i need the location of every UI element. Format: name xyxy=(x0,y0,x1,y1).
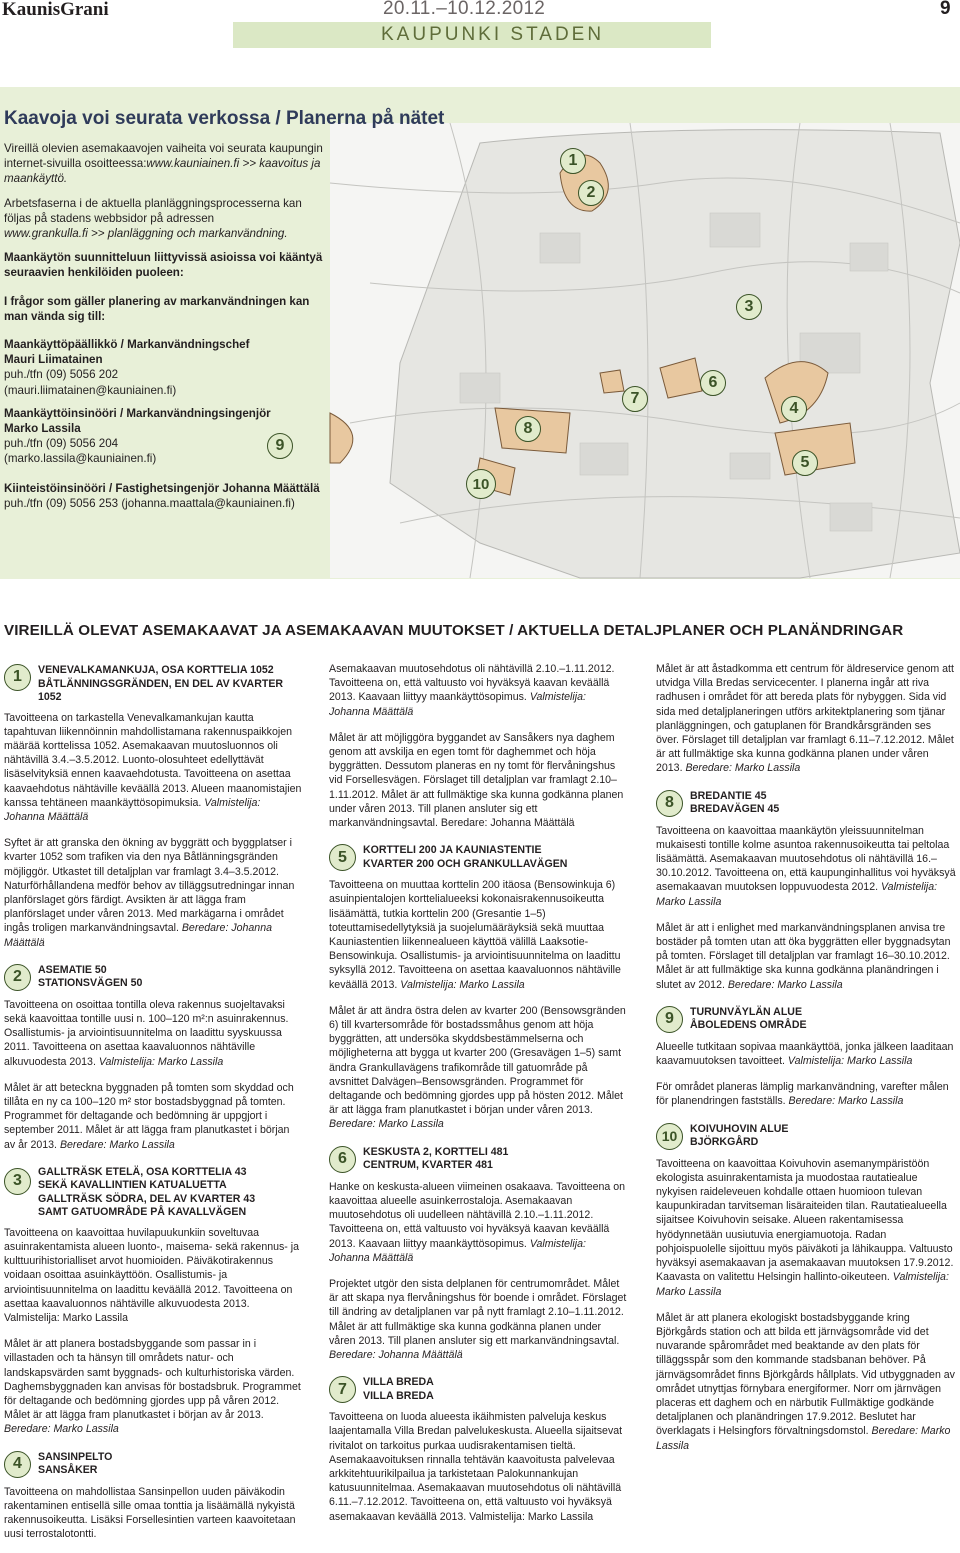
text: Tavoitteena on muuttaa korttelin 200 itäosa (Bensowinkuja 6) asuinpientalojen korttelialueeksi kokonaisrakennusoikeutta lisäämättä, tutkia korttelin 200 (Gresantie 1–5) toteuttamisedellytyksiä ja suojelumääräyksiä sekä muuttaa Kauniastentien liikennealueen käyttöä välillä Laaksotie-Bensowinkuja. Osallistumis- ja arviointisuunnitelma on laadittu syksyllä 2012. Tavoitteena on asettaa kaavaluonnos nähtäville keväällä 2013. xyxy=(329,879,621,991)
map-marker-8: 8 xyxy=(515,416,541,442)
text: Målet är att ändra östra delen av kvarter 200 (Bensowsgränden 6) till kvartersområde för bostadssmåhus genom att höja byggrätten, att undersöka skyddsbestämmelserna och möjligheterna att bygga ut kvarter 200 (Gresavägen 1–5) samt ändra Grankullavägens trafikområde till gatuområde på avsnittet Dalvägen–Bensowsgränden. Programmet för deltagande och bedömning gjordes upp på hösten 2012. Målet är att lägga fram planutkastet i början under våren 2013. xyxy=(329,1004,626,1117)
item-text-sv xyxy=(4,1337,302,1436)
intro-contact-sv: I frågor som gäller planering av markanvändningen kan man vända sig till: xyxy=(4,294,310,323)
item-text-fi xyxy=(4,711,302,825)
map-marker-3: 3 xyxy=(736,294,762,320)
contact-3 xyxy=(4,481,326,511)
item-title-sv: KVARTER 200 OCH GRANKULLAVÄGEN xyxy=(363,857,568,870)
item-text-sv xyxy=(656,1311,956,1453)
map-marker-6: 6 xyxy=(700,370,726,396)
item-number-badge: 6 xyxy=(329,1146,356,1173)
item-title xyxy=(38,1449,302,1478)
item-text-fi xyxy=(656,824,956,909)
item-text-sv xyxy=(656,1080,956,1108)
preparer: Valmistelija: Marko Lassila xyxy=(787,1055,913,1068)
item-text-sv xyxy=(4,1081,302,1152)
plan-item-6 xyxy=(329,1144,629,1174)
item-title-sv: CENTRUM, KVARTER 481 xyxy=(363,1159,493,1172)
item-title xyxy=(690,788,956,817)
section-title: KAUPUNKI STADEN xyxy=(381,24,605,45)
preparer: Valmistelija: Marko Lassila xyxy=(98,1055,224,1068)
item-text-sv: Målet är att möjliggöra byggandet av Sansåkers nya daghem genom att avskilja en egen tomt för daghemmet och höja byggrätten. Dessutom planeras en ny tomt för flervåningshus vid Forsellesvägen. Förslaget till detaljplan var framlagt 2.10–1.11.2012. Målet är att fullmäktige ska kunna godkänna planen under våren 2013. Till planen ansluter sig ett markanvändningsavtal. Beredare: Johanna Määttälä xyxy=(329,731,624,830)
map-marker-1: 1 xyxy=(560,148,586,174)
item-title-sv: STATIONSVÄGEN 50 xyxy=(38,977,143,990)
preparer: Valmistelija: Johanna Määttälä xyxy=(4,796,261,823)
item-text-fi: Tavoitteena on mahdollistaa Sansinpellon uuden päiväkodin rakentaminen entisellä sille omaa tonttia ja lisäämällä nykyistä rakennusoikeutta. Lisäksi Forsellesintien varteen kaavoitetaan uusi terrostalotontti. xyxy=(4,1485,296,1541)
column-3 xyxy=(656,662,956,1465)
page-header xyxy=(0,0,960,50)
text: Målet är att i enlighet med markanvändningsplanen anvisa tre bostäder på tomten utan att öka byggrätten eller byggnadsytan på tomten. Förslaget till detaljplan var framlagt 16–30.10.2012. Målet är att fullmäktige ska kunna godkänna planändringen i slutet av 2012. xyxy=(656,921,951,991)
map-marker-9: 9 xyxy=(267,433,293,459)
item-title xyxy=(363,1144,629,1173)
text: Alueelle tutkitaan sopivaa maankäyttöä, jonka jälkeen laaditaan kaavamuutoksen tavoitteet. xyxy=(656,1040,954,1068)
text: Målet är att planera bostadsbyggande som passar in i villastaden och ta hänsyn till områdets natur- och landskapsvärden samt byggnads- och kulturhistoriska värden. Daghemsbyggnaden kan anvisas för bostadsbruk. Programmet för deltagande och bedömning gjordes upp på våren 2012. Målet är att lägga fram planutkastet i början av år 2013. xyxy=(4,1338,301,1422)
item-text-fi xyxy=(329,662,629,719)
preparer: Beredare: Johanna Määttälä xyxy=(329,1348,463,1361)
item-title xyxy=(38,1164,302,1220)
text: För området planeras lämplig markanvändning, varefter målen för planendringen fastställs. xyxy=(656,1081,949,1108)
item-title xyxy=(38,962,302,991)
item-number-badge: 7 xyxy=(329,1376,356,1403)
item-number-badge: 2 xyxy=(4,964,31,991)
item-number-badge: 3 xyxy=(4,1168,31,1195)
item-title-fi: KOIVUHOVIN ALUE xyxy=(690,1122,789,1135)
item-title-sv: BREDAVÄGEN 45 xyxy=(690,803,780,816)
main-headline: VIREILLÄ OLEVAT ASEMAKAAVAT JA ASEMAKAAVAN MUUTOKSET / AKTUELLA DETALJPLANER OCH PLANÄNDRINGAR xyxy=(4,622,904,639)
item-number-badge: 8 xyxy=(656,790,683,817)
column-2 xyxy=(329,662,629,1536)
item-title xyxy=(690,1004,956,1033)
item-number-badge: 1 xyxy=(4,664,31,691)
contact-email[interactable]: (mauri.liimatainen@kauniainen.fi) xyxy=(4,383,177,397)
contact-phone: puh./tfn (09) 5056 253 (johanna.maattala@kauniainen.fi) xyxy=(4,496,295,510)
contact-name: Marko Lassila xyxy=(4,422,81,436)
intro-contact-fi: Maankäytön suunnitteluun liittyvissä asioissa voi kääntyä seuraavien henkilöiden puoleen: xyxy=(4,251,323,280)
contact-phone: puh./tfn (09) 5056 204 xyxy=(4,437,119,451)
text: Syftet är att granska den ökning av byggrätt och byggplatser i kvarter 1052 som trafiken via den nya Båtlänningsgränden möjliggör. Utkastet till detaljplan var framlagt 3.4–3.5.2012. Naturförhållandena medför behov av tilläggsutredningar innan planförslaget görs färdigt. Avsikten är att lägga fram planförslaget under våren 2013. Med markägarna i området ingås troligen markanvändningsavtal. xyxy=(4,837,295,935)
item-title-fi: KESKUSTA 2, KORTTELI 481 xyxy=(363,1145,509,1158)
text: Tavoitteena on kaavoittaa maankäytön yleissuunnitelman mukaisesti tontille kolme asuntoa rakennusoikeutta tai peltolaa lisäämättä. Asemakaavan muutosehdotus oli nähtävillä 16.–30.10.2012. Tavoitteena on, että kaupunginhallitus voi hyväksyä asemakaavan muutoksen loppuvuodesta 2012. xyxy=(656,824,956,894)
text: Målet är att beteckna byggnaden på tomten som skyddad och tillåta en ny ca 100–120 m² stor bostadsbyggnad på tomten. Programmet för deltagande och bedömning är uppgjort i september 2011. Målet är att lägga fram planutkastet i början av år 2013. xyxy=(4,1081,294,1151)
contact-title: Kiinteistöinsinööri / Fastighetsingenjör Johanna Määttälä xyxy=(4,481,320,495)
text: Tavoitteena on osoittaa tontilla oleva rakennus suojeltavaksi sekä kaavoittaa tontille uusi n. 100–120 m²:n asuinrakennus. Osallistumis- ja arviointisuunnitelma on laadittu syyskuussa 2011. Tavoitteena on asettaa kaavaluonnos nähtäville alkuvuodesta 2013. xyxy=(4,998,289,1068)
item-text-sv xyxy=(329,1004,629,1132)
intro-sv xyxy=(4,196,326,242)
text: Målet är att planera ekologiskt bostadsbyggande kring Björkgårds station och att bilda ett järnvägsområde vid det nuvarande spårområdet med beaktande av den plats för tilläggsspår som den kommande stadsbanan behöver. På järnvägsområdet finns Björkgårds hållplats. Vid utbyggnaden av området utnyttjas förnybara energiformer. Norr om järnvägen placeras ett daghem och en närbutik Fullmäktige godkände detaljplanen och planändringen 17.9.2012. Beslutet har överklagats i Helsingfors förvaltningsdomstol. xyxy=(656,1311,955,1438)
preparer: Beredare: Johanna Määttälä xyxy=(4,922,272,949)
item-title-sv: SANSÅKER xyxy=(38,1464,98,1477)
item-text-fi xyxy=(329,878,629,992)
preparer: Beredare: Marko Lassila xyxy=(788,1095,904,1108)
item-title-fi: KORTTELI 200 JA KAUNIASTENTIE xyxy=(363,844,542,857)
preparer: Beredare: Marko Lassila xyxy=(727,978,843,991)
column-1 xyxy=(4,662,302,1553)
text: Hanke on keskusta-alueen viimeinen osakaava. Tavoitteena on kaavoittaa alueelle asuinkerrostaloja. Asemakaavan muutosehdotus oli uudelleen nähtävillä 2.10.–1.11.2012. Tavoitteena on, että valtuusto voi hyväksyä kaavan keväällä 2013. Kaavaan liittyy maankäyttösopimus. xyxy=(329,1180,626,1250)
page-number: 9 xyxy=(940,0,951,19)
map-graphic xyxy=(330,123,960,578)
preparer: Valmistelija: Marko Lassila xyxy=(400,978,525,991)
contact-email[interactable]: (marko.lassila@kauniainen.fi) xyxy=(4,452,157,466)
preparer: Beredare: Marko Lassila xyxy=(329,1118,444,1131)
item-number-badge: 9 xyxy=(656,1006,683,1033)
intro-fi xyxy=(4,141,326,187)
item-text-fi xyxy=(4,998,302,1069)
item-title xyxy=(38,662,302,705)
city-map xyxy=(330,123,960,578)
plan-item-3 xyxy=(4,1164,302,1220)
item-text-sv xyxy=(329,1277,629,1362)
item-text-sv xyxy=(656,662,956,776)
item-title-sv: ÅBOLEDENS OMRÅDE xyxy=(690,1019,807,1032)
plan-item-5 xyxy=(329,842,629,872)
box-intro xyxy=(4,141,326,519)
text: Tavoitteena on tarkastella Venevalkamankujan kautta tapahtuvan liikennöinnin mahdollistamana rakennuspaikkojen määrää korttelissa 1052. Asemakaavan muutosluonnos oli nähtävillä 3.4.–3.5.2012. Luonto-olosuhteet edellyttävät lisäselvityksiä ennen kaavaehdotusta. Tavoitteena on asettaa kaavaehdotus nähtäville keväällä 2013. Alueen maanomistajien kanssa tehtäneen maankäyttösopimuksia. xyxy=(4,711,302,809)
text: Asemakaavan muutosehdotus oli nähtävillä 2.10.–1.11.2012. Tavoitteena on, että valtuusto voi hyväksyä kaavan keväällä 2013. Kaavaan liittyy maankäyttösopimus. xyxy=(329,663,615,704)
item-title-fi: TURUNVÄYLÄN ALUE xyxy=(690,1005,803,1018)
map-marker-2: 2 xyxy=(578,180,604,206)
box-title: Kaavoja voi seurata verkossa / Planerna på nätet xyxy=(4,108,445,129)
item-text-sv xyxy=(4,836,302,950)
item-title-sv: VILLA BREDA xyxy=(363,1389,434,1402)
preparer: Beredare: Marko Lassila xyxy=(685,762,801,775)
preparer: Beredare: Marko Lassila xyxy=(59,1138,175,1151)
contact-1 xyxy=(4,337,326,398)
item-title-fi: VILLA BREDA xyxy=(363,1376,434,1389)
item-title-fi: GALLTRÄSK ETELÄ, OSA KORTTELIA 43 xyxy=(38,1165,247,1178)
intro-fi-url[interactable]: www.kauniainen.fi >> kaavoitus ja maankäyttö. xyxy=(4,157,321,186)
item-number-badge: 4 xyxy=(4,1451,31,1478)
item-title-fi: VENEVALKAMANKUJA, OSA KORTTELIA 1052 xyxy=(38,664,274,676)
item-number-badge: 5 xyxy=(329,844,356,871)
map-marker-10: 10 xyxy=(466,469,496,499)
item-title xyxy=(690,1121,956,1150)
item-title-sv: BJÖRKGÅRD xyxy=(690,1136,759,1149)
preparer: Valmistelija: Johanna Määttälä xyxy=(329,1237,586,1264)
item-number-badge: 10 xyxy=(656,1123,683,1150)
contact-name: Mauri Liimatainen xyxy=(4,353,103,367)
item-text-fi xyxy=(656,1040,956,1068)
plan-item-10 xyxy=(656,1121,956,1151)
contact-phone: puh./tfn (09) 5056 202 xyxy=(4,368,119,382)
item-title-sv: GALLTRÄSK SÖDRA, DEL AV KVARTER 43 xyxy=(38,1192,256,1205)
item-title-fi: BREDANTIE 45 xyxy=(690,789,767,802)
map-marker-4: 4 xyxy=(781,396,807,422)
intro-sv-url[interactable]: www.grankulla.fi >> planläggning och markanvändning. xyxy=(4,227,288,241)
plan-item-1 xyxy=(4,662,302,705)
intro-fi-text: Vireillä olevien asemakaavojen vaiheita voi seurata kaupungin internet-sivuilla osoitteessa: xyxy=(4,142,323,171)
contact-title: Maankäyttöinsinööri / Markanvändningsingenjör xyxy=(4,406,271,420)
plan-item-9 xyxy=(656,1004,956,1034)
plan-item-8 xyxy=(656,788,956,818)
text: Målet är att åstadkomma ett centrum för äldreservice genom att utvidga Villa Bredas servicecenter. I planerna ingår att riva radhusen i området för att bereda plats för nybyggen. Sida vid sida med detaljplaneringen utförs arkitektplanering som tjänar planläggningen, och gatuplanen för Brandkårsgränden ses över. Förslaget till detaljplan var framlagt 6.11–7.12.2012. Målet är att fullmäktige ska kunna godkänna planen under våren 2013. xyxy=(656,663,954,775)
plan-item-7 xyxy=(329,1374,629,1404)
map-marker-5: 5 xyxy=(792,450,818,476)
item-text-fi xyxy=(656,1157,956,1299)
plan-item-4 xyxy=(4,1449,302,1479)
item-text-sv xyxy=(656,921,956,992)
preparer: Valmistelija: Johanna Määttälä xyxy=(329,691,586,718)
preparer: Beredare: Marko Lassila xyxy=(4,1423,119,1436)
preparer: Beredare: Marko Lassila xyxy=(656,1425,951,1452)
text: Tavoitteena on kaavoittaa Koivuhovin asemanympäristöön ekologista asuinrakentamista ja muodostaa rautatiealue nykyisen raideleveuen kohdalle ottaen huomioon tulevan kaupunkiradan tarvitseman lisäraiteiden tilan. Rautatiealueella sijaitsee Koivuhovin seisake. Alueen rakentamisessa hyödynnetään uusiutuvia energiamuotoja. Radan pohjoispuolelle sijoittuu myös päiväkoti ja lähikauppa. Valtuusto hyväksyi asemakaavan ja asemakaavan muutoksen 17.9.2012. Kaavasta on valitettu Helsingin hallinto-oikeuteen. xyxy=(656,1157,954,1284)
issue-date: 20.11.–10.12.2012 xyxy=(383,0,546,19)
item-title-sv-2: SAMT GATUOMRÅDE PÅ KAVALLVÄGEN xyxy=(38,1206,247,1219)
plan-item-2 xyxy=(4,962,302,992)
contact-title: Maankäyttöpäällikkö / Markanvändningschef xyxy=(4,338,250,352)
item-title-fi: SANSINPELTO xyxy=(38,1450,113,1463)
preparer: Valmistelija: Marko Lassila xyxy=(656,881,938,908)
item-text-fi: Tavoitteena on kaavoittaa huvilapuukunkiin soveltuvaa asuinrakentamista alueen luonto-, maisema- sekä rakennus- ja kulttuurihistorialliset arvot huomioiden. Päiväkotirakennus voidaan osoittaa asuinkäyttöön. Osallistumis- ja arviointisuunnitelma on laadittu keväällä 2012. Tavoitteena on asettaa kaavaluonnos nähtäville alkuvuodesta 2013. Valmistelija: Marko Lassila xyxy=(4,1226,300,1324)
item-text-fi: Tavoitteena on luoda alueesta ikäihmisten palveluja keskus laajentamalla Villa Bredan palvelukeskusta. Alueella sijaitsevat rivitalot on tarkoitus purkaa uudisrakentamisen tieltä. Asemakaavoituksen rinnalla tehtävän kaavoitusta palvelevaa arkkitehtuurikilpailua ja tarkistetaan Palokunnankujan katusuunnitelmaa. Asemakaavan muutosehdotus oli nähtävillä 6.11.–7.12.2012. Tavoitteena on, että valtuusto voi hyväksyä asemakaavan keväällä 2013. Valmistelija: Marko Lassila xyxy=(329,1411,623,1523)
item-title xyxy=(363,1374,629,1403)
item-title-sv: BÅTLÄNNINGSGRÄNDEN, EN DEL AV KVARTER 1052 xyxy=(38,677,284,703)
map-marker-7: 7 xyxy=(622,386,648,412)
contact-2 xyxy=(4,406,326,467)
item-text-fi xyxy=(329,1180,629,1265)
item-title-fi-2: SEKÄ KAVALLINTIEN KATUALUETTA xyxy=(38,1179,227,1192)
preparer: Valmistelija: Marko Lassila xyxy=(656,1271,949,1298)
intro-sv-text: Arbetsfaserna i de aktuella planläggningsprocesserna kan följas på stadens webbsidor på adressen xyxy=(4,196,302,225)
item-title xyxy=(363,842,629,871)
brand-logo: KaunisGrani xyxy=(2,0,109,20)
text: Projektet utgör den sista delplanen för centrumområdet. Målet är att skapa nya flervåningshus för boende i området. Förslaget till ändring av detaljplanen var på nytt framlagt 2.10–1.11.2012. Målet är att fullmäktige ska kunna godkänna planen under våren 2013. Till planen ansluter sig ett markanvändningsavtal. xyxy=(329,1277,627,1347)
item-title-fi: ASEMATIE 50 xyxy=(38,963,107,976)
